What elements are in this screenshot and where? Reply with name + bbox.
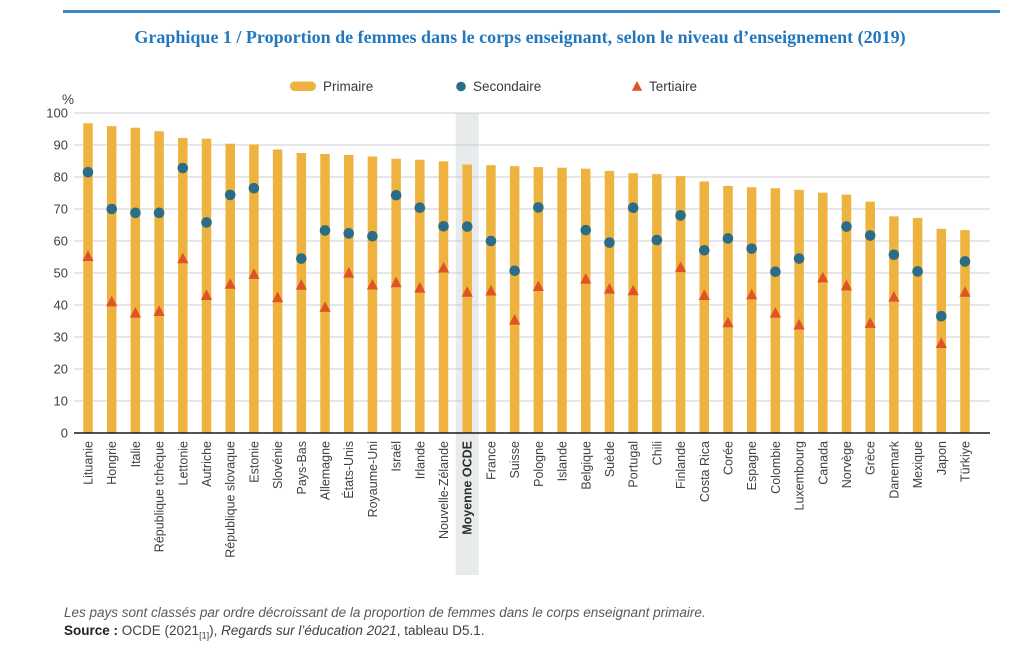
x-axis-label-Danemark: Danemark (887, 441, 902, 499)
x-axis-label-Italie: Italie (128, 441, 143, 468)
x-axis-label-Lituanie: Lituanie (81, 441, 96, 485)
x-axis-label-Chili: Chili (650, 441, 665, 466)
dot-secondaire-Belgique (580, 225, 591, 236)
dot-secondaire-États-Unis (343, 228, 354, 239)
y-tick-label-70: 70 (53, 201, 68, 217)
bar-primaire-Pays-Bas (297, 153, 307, 433)
x-axis-label-Lettonie: Lettonie (176, 441, 191, 486)
x-axis-label-Estonie: Estonie (247, 441, 262, 483)
dot-secondaire-Royaume-Uni (367, 231, 378, 242)
dot-secondaire-Suisse (509, 265, 520, 276)
x-axis-label-Mexique: Mexique (911, 441, 926, 489)
bar-primaire-Japon (937, 229, 947, 433)
bar-primaire-Mexique (913, 218, 923, 433)
x-axis-label-Islande: Islande (555, 441, 570, 482)
dot-secondaire-Norvège (841, 221, 852, 232)
x-axis-label-Costa Rica: Costa Rica (697, 441, 712, 503)
x-axis-label-République tchèque: République tchèque (152, 441, 167, 553)
x-axis-label-Colombie: Colombie (768, 441, 783, 494)
x-axis-label-Finlande: Finlande (674, 441, 689, 489)
dot-secondaire-Japon (936, 311, 947, 322)
x-axis-label-Suède: Suède (602, 441, 617, 478)
x-axis-label-Slovénie: Slovénie (271, 441, 286, 489)
x-axis-label-États-Unis: États-Unis (342, 441, 357, 499)
dot-secondaire-Lituanie (83, 167, 94, 178)
bar-primaire-Moyenne OCDE (462, 165, 472, 433)
bar-primaire-Hongrie (107, 126, 117, 433)
x-axis-label-Espagne: Espagne (745, 441, 760, 491)
bar-primaire-Corée (723, 186, 733, 433)
x-axis-label-Autriche: Autriche (200, 441, 215, 487)
x-axis-label-Suisse: Suisse (508, 441, 523, 479)
x-axis-label-République slovaque: République slovaque (223, 441, 238, 558)
x-axis-label-Corée: Corée (721, 441, 736, 476)
dot-secondaire-Chili (652, 235, 663, 246)
dot-secondaire-Nouvelle-Zélande (438, 221, 449, 232)
dot-secondaire-Finlande (675, 210, 686, 221)
dot-secondaire-République slovaque (225, 190, 236, 201)
x-axis-label-Canada: Canada (816, 441, 831, 485)
ordering-note: Les pays sont classés par ordre décroissant de la proportion de femmes dans le corps enseignant primaire. (64, 605, 706, 620)
x-axis-label-Belgique: Belgique (579, 441, 594, 490)
dot-secondaire-Moyenne OCDE (462, 221, 473, 232)
bar-primaire-Lettonie (178, 138, 188, 433)
bar-primaire-Irlande (415, 160, 425, 433)
y-tick-label-10: 10 (53, 393, 68, 409)
dot-secondaire-Hongrie (106, 204, 117, 215)
x-axis-label-Pays-Bas: Pays-Bas (294, 441, 309, 495)
bar-primaire-Chili (652, 174, 662, 433)
chart-title: Graphique 1 / Proportion de femmes dans le corps enseignant, selon le niveau d’enseignement (2019) (134, 27, 906, 47)
bar-primaire-Royaume-Uni (368, 157, 378, 433)
y-tick-label-30: 30 (53, 329, 68, 345)
legend-label-secondaire: Secondaire (473, 79, 542, 94)
x-axis-label-Israël: Israël (389, 441, 404, 472)
dot-secondaire-Costa Rica (699, 245, 710, 256)
bar-primaire-Danemark (889, 216, 899, 433)
bar-primaire-Allemagne (320, 154, 330, 433)
dot-secondaire-République tchèque (154, 208, 165, 219)
y-tick-label-80: 80 (53, 169, 68, 185)
x-axis-label-Moyenne OCDE: Moyenne OCDE (460, 441, 475, 535)
x-axis-label-Luxembourg: Luxembourg (792, 441, 807, 511)
source-work-title: Regards sur l’éducation 2021 (221, 623, 397, 639)
bar-primaire-Nouvelle-Zélande (439, 161, 449, 433)
dot-secondaire-Israël (391, 190, 402, 201)
bar-primaire-Espagne (747, 187, 757, 433)
x-axis-label-Portugal: Portugal (626, 441, 641, 488)
dot-secondaire-Irlande (415, 202, 426, 213)
dot-secondaire-Grèce (865, 230, 876, 241)
y-tick-label-0: 0 (60, 425, 68, 441)
bar-primaire-Luxembourg (794, 190, 804, 433)
dot-secondaire-Luxembourg (794, 253, 805, 264)
chart-footer (64, 604, 706, 642)
dot-secondaire-Allemagne (320, 225, 331, 236)
x-axis-label-Japon: Japon (934, 441, 949, 476)
bar-primaire-Slovénie (273, 149, 283, 433)
bar-primaire-France (486, 165, 496, 433)
dot-secondaire-Danemark (889, 249, 900, 260)
bar-primaire-Italie (131, 128, 141, 433)
source-post: , tableau D5.1. (396, 623, 485, 639)
dot-secondaire-Türkiye (960, 256, 971, 267)
bar-primaire-Islande (557, 168, 567, 433)
bar-primaire-États-Unis (344, 155, 354, 433)
dot-secondaire-Pays-Bas (296, 253, 307, 264)
dot-secondaire-Colombie (770, 266, 781, 277)
x-axis-label-Nouvelle-Zélande: Nouvelle-Zélande (437, 441, 452, 539)
y-axis-unit-label: % (61, 92, 74, 107)
x-axis-label-Allemagne: Allemagne (318, 441, 333, 501)
dot-secondaire-Autriche (201, 217, 212, 228)
dot-secondaire-Estonie (249, 183, 260, 194)
y-tick-label-60: 60 (53, 233, 68, 249)
legend-label-primaire: Primaire (323, 79, 374, 94)
dot-secondaire-Lettonie (178, 163, 189, 174)
x-axis-label-France: France (484, 441, 499, 480)
x-axis-label-Royaume-Uni: Royaume-Uni (365, 441, 380, 518)
dot-secondaire-Corée (723, 233, 734, 244)
dot-secondaire-Portugal (628, 202, 639, 213)
y-tick-label-20: 20 (53, 361, 68, 377)
bar-primaire-Autriche (202, 139, 212, 433)
source-reference-subscript: [1] (199, 630, 210, 641)
x-axis-label-Grèce: Grèce (863, 441, 878, 476)
dot-secondaire-Espagne (746, 243, 757, 254)
bar-primaire-Belgique (581, 169, 591, 433)
x-axis-label-Türkiye: Türkiye (958, 441, 973, 482)
bar-primaire-Suisse (510, 166, 520, 433)
legend-swatch-primaire (290, 82, 316, 92)
source-line (64, 622, 706, 642)
bar-primaire-Canada (818, 193, 828, 433)
bar-primaire-Costa Rica (700, 181, 710, 433)
y-tick-label-100: 100 (46, 105, 68, 121)
source-mid: ), (209, 623, 222, 639)
bar-primaire-Suède (605, 171, 615, 433)
source-pre: OCDE (2021 (118, 623, 200, 639)
x-axis-label-Pologne: Pologne (531, 441, 546, 487)
source-label: Source : (64, 623, 119, 639)
legend-swatch-tertiaire (632, 81, 642, 91)
x-axis-label-Irlande: Irlande (413, 441, 428, 480)
dot-secondaire-Suède (604, 237, 615, 248)
y-tick-label-90: 90 (53, 137, 68, 153)
dot-secondaire-Mexique (912, 266, 923, 277)
legend-swatch-secondaire (456, 82, 466, 92)
legend-label-tertiaire: Tertiaire (649, 79, 698, 94)
y-tick-label-50: 50 (53, 265, 68, 281)
dot-secondaire-Italie (130, 208, 141, 219)
x-axis-label-Norvège: Norvège (839, 441, 854, 489)
bar-primaire-République tchèque (154, 131, 164, 433)
dot-secondaire-France (486, 236, 497, 247)
dot-secondaire-Pologne (533, 202, 544, 213)
x-axis-label-Hongrie: Hongrie (105, 441, 120, 485)
y-tick-label-40: 40 (53, 297, 68, 313)
